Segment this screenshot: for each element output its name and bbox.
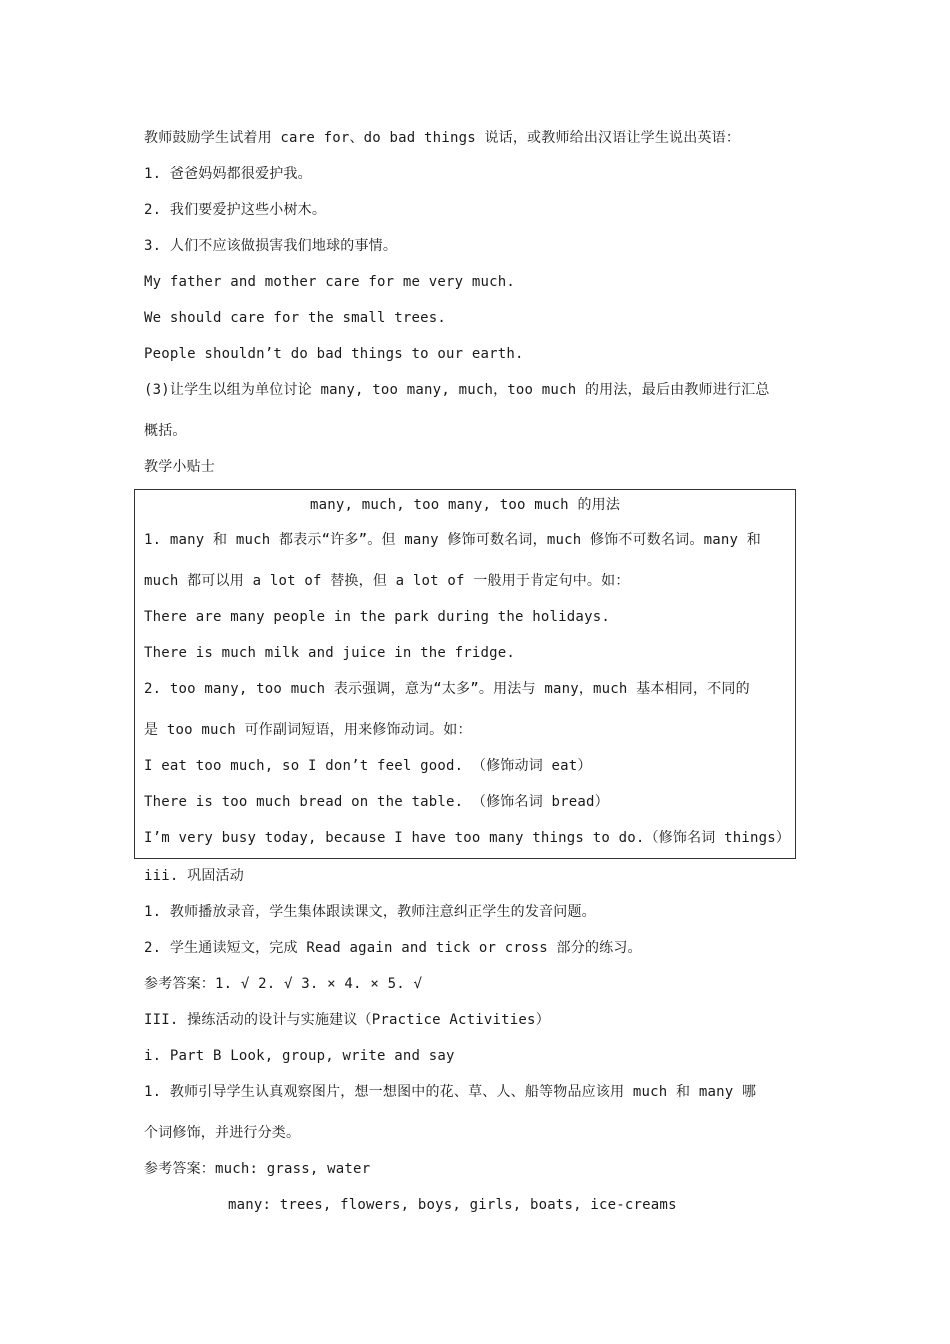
en-item-1: My father and mother care for me very much.: [144, 274, 516, 290]
tips-heading: 教学小贴士: [144, 459, 215, 475]
tip-box-title: many, much, too many, too much 的用法: [309, 497, 621, 513]
tip-p1-line2: much 都可以用 a lot of 替换，但 a lot of 一般用于肯定句中。如：: [144, 573, 630, 589]
consolidation-heading: iii. 巩固活动: [144, 868, 244, 884]
practice-answer-many: many: trees, flowers, boys, girls, boats, ice-creams: [228, 1197, 677, 1213]
cn-item-3: 3. 人们不应该做损害我们地球的事情。: [144, 238, 398, 254]
consolidation-item-1: 1. 教师播放录音，学生集体跟读课文，教师注意纠正学生的发音问题。: [144, 904, 596, 920]
practice-item-1-cont: 个词修饰，并进行分类。: [144, 1125, 301, 1141]
intro-prompt: 教师鼓励学生试着用 care for、do bad things 说话，或教师给出汉语让学生说出英语：: [144, 130, 741, 146]
practice-item-1: 1. 教师引导学生认真观察图片，想一想图中的花、草、人、船等物品应该用 much 和 many 哪: [144, 1084, 757, 1100]
practice-heading: III. 操练活动的设计与实施建议（Practice Activities）: [144, 1012, 550, 1028]
teaching-tip-box: [134, 489, 796, 859]
tip-example-1: There are many people in the park during the holidays.: [144, 609, 610, 625]
tip-p2-line1: 2. too many, too much 表示强调，意为“太多”。用法与 many，much 基本相同，不同的: [144, 681, 750, 697]
tip-p1-line1: 1. many 和 much 都表示“许多”。但 many 修饰可数名词，much 修饰不可数名词。many 和: [144, 532, 761, 548]
cn-item-2: 2. 我们要爱护这些小树木。: [144, 202, 327, 218]
consolidation-answers: 参考答案：1. √ 2. √ 3. × 4. × 5. √: [144, 976, 423, 992]
tip-example-2: There is much milk and juice in the fridge.: [144, 645, 516, 661]
consolidation-item-2: 2. 学生通读短文，完成 Read again and tick or cross 部分的练习。: [144, 940, 642, 956]
step3-text: (3)让学生以组为单位讨论 many, too many, much，too much 的用法，最后由教师进行汇总: [144, 382, 770, 398]
practice-subheading: i. Part B Look, group, write and say: [144, 1048, 455, 1064]
cn-item-1: 1. 爸爸妈妈都很爱护我。: [144, 166, 312, 182]
practice-answer-much: 参考答案：much: grass, water: [144, 1161, 371, 1177]
tip-example-4: There is too much bread on the table. （修饰名词 bread）: [144, 794, 609, 810]
en-item-2: We should care for the small trees.: [144, 310, 447, 326]
tip-p2-line2: 是 too much 可作副词短语，用来修饰动词。如：: [144, 722, 472, 738]
step3-text-cont: 概括。: [144, 423, 187, 439]
en-item-3: People shouldn’t do bad things to our earth.: [144, 346, 524, 362]
tip-example-5: I’m very busy today, because I have too many things to do.（修饰名词 things）: [144, 830, 791, 846]
tip-example-3: I eat too much, so I don’t feel good. （修饰动词 eat）: [144, 758, 592, 774]
